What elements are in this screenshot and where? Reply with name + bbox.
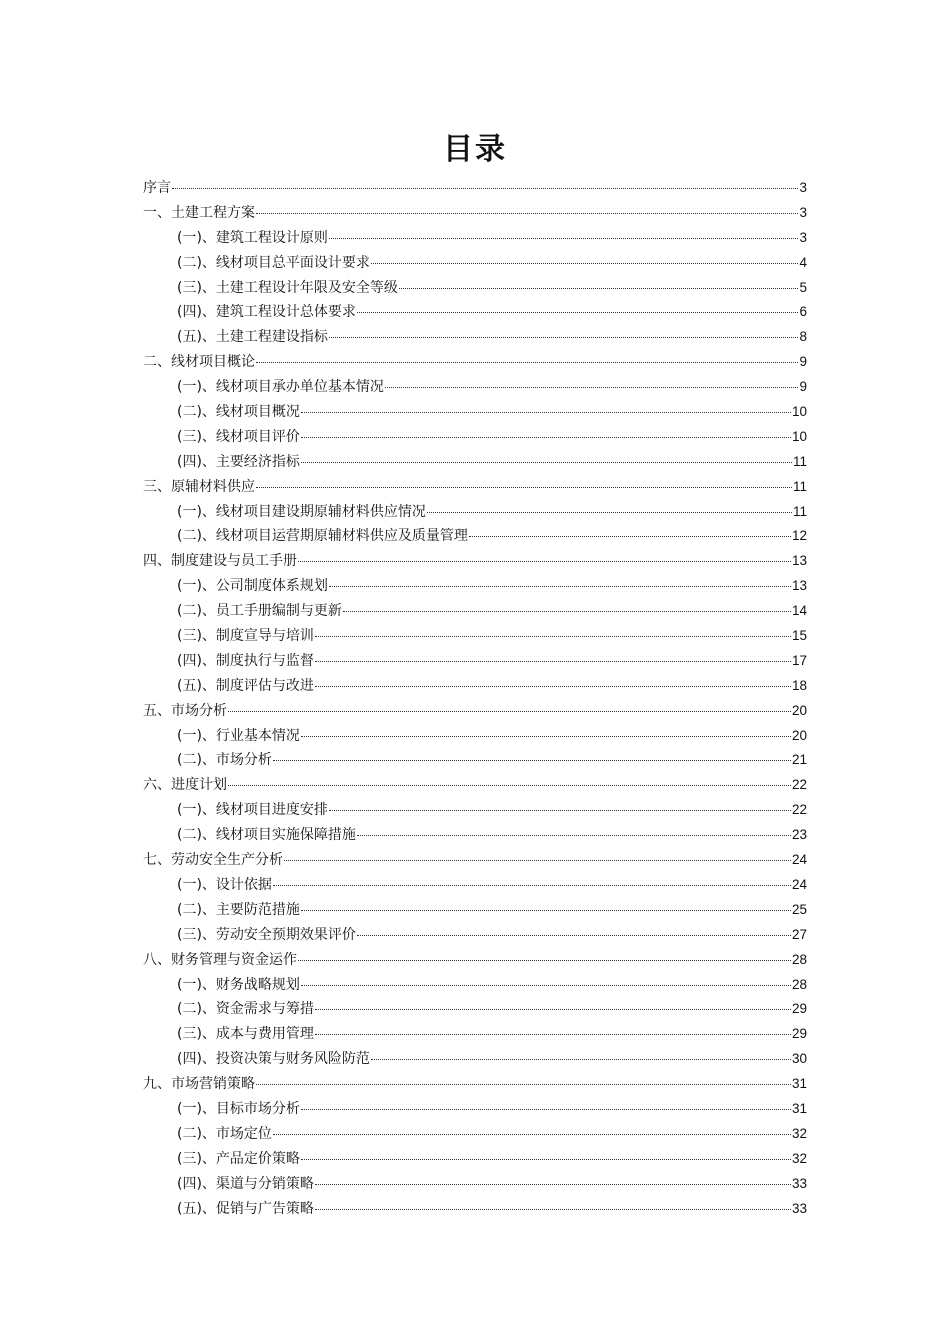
dot-leader xyxy=(357,835,791,836)
toc-page-number: 28 xyxy=(791,951,807,967)
toc-entry-text: (一)、设计依据 xyxy=(177,876,272,893)
toc-chapter-entry[interactable] xyxy=(143,201,807,226)
dot-leader xyxy=(315,686,791,687)
dot-leader xyxy=(284,860,791,861)
dot-leader xyxy=(315,661,791,662)
toc-section-entry[interactable] xyxy=(143,300,807,325)
toc-page-number: 29 xyxy=(791,1026,807,1042)
toc-section-entry[interactable] xyxy=(143,1172,807,1197)
dot-leader xyxy=(315,1184,791,1185)
toc-entry-text: (四)、主要经济指标 xyxy=(177,453,300,470)
toc-entry-text: (一)、行业基本情况 xyxy=(177,727,300,744)
toc-page-number: 11 xyxy=(792,453,807,469)
toc-page-number: 33 xyxy=(791,1175,807,1191)
toc-section-entry[interactable] xyxy=(143,251,807,276)
toc-page-number: 15 xyxy=(791,628,807,644)
dot-leader xyxy=(256,213,798,214)
toc-entry-text: (二)、市场定位 xyxy=(177,1125,272,1142)
dot-leader xyxy=(228,711,791,712)
toc-section-entry[interactable] xyxy=(143,276,807,301)
toc-section-entry[interactable] xyxy=(143,649,807,674)
toc-chapter-entry[interactable] xyxy=(143,848,807,873)
toc-page-number: 3 xyxy=(799,229,807,245)
toc-page-number: 29 xyxy=(791,1001,807,1017)
toc-page-number: 23 xyxy=(791,827,807,843)
toc-section-entry[interactable] xyxy=(143,724,807,749)
toc-entry-text: (三)、土建工程设计年限及安全等级 xyxy=(177,279,398,296)
toc-page-number: 30 xyxy=(791,1051,807,1067)
toc-entry-text: 九、市场营销策略 xyxy=(143,1076,255,1093)
toc-entry-text: 一、土建工程方案 xyxy=(143,204,255,221)
toc-section-entry[interactable] xyxy=(143,748,807,773)
toc-entry-text: (二)、市场分析 xyxy=(177,752,272,769)
dot-leader xyxy=(343,611,791,612)
toc-section-entry[interactable] xyxy=(143,997,807,1022)
dot-leader xyxy=(371,1059,791,1060)
toc-section-entry[interactable] xyxy=(143,624,807,649)
toc-section-entry[interactable] xyxy=(143,898,807,923)
toc-section-entry[interactable] xyxy=(143,1022,807,1047)
toc-section-entry[interactable] xyxy=(143,1197,807,1222)
toc-chapter-entry[interactable] xyxy=(143,350,807,375)
toc-page-number: 24 xyxy=(791,852,807,868)
toc-chapter-entry[interactable] xyxy=(143,773,807,798)
toc-page-number: 32 xyxy=(791,1150,807,1166)
toc-page-number: 8 xyxy=(799,329,807,345)
toc-page-number: 22 xyxy=(791,802,807,818)
toc-entry-text: (一)、目标市场分析 xyxy=(177,1100,300,1117)
dot-leader xyxy=(315,1034,791,1035)
toc-entry-text: 八、财务管理与资金运作 xyxy=(143,951,297,968)
toc-page-number: 3 xyxy=(799,204,807,220)
dot-leader xyxy=(329,810,791,811)
dot-leader xyxy=(371,263,799,264)
toc-page-number: 33 xyxy=(791,1200,807,1216)
dot-leader xyxy=(273,760,791,761)
toc-page-number: 31 xyxy=(791,1100,807,1116)
toc-page-number: 4 xyxy=(799,254,807,270)
toc-section-entry[interactable] xyxy=(143,500,807,525)
toc-page-number: 13 xyxy=(791,553,807,569)
toc-entry-text: (二)、线材项目总平面设计要求 xyxy=(177,254,370,271)
toc-section-entry[interactable] xyxy=(143,674,807,699)
toc-entry-text: (一)、线材项目进度安排 xyxy=(177,802,328,819)
dot-leader xyxy=(298,561,791,562)
toc-entry-text: (三)、产品定价策略 xyxy=(177,1150,300,1167)
toc-page-number: 9 xyxy=(799,379,807,395)
toc-entry-text: (五)、促销与广告策略 xyxy=(177,1200,314,1217)
toc-section-entry[interactable] xyxy=(143,1047,807,1072)
toc-section-entry[interactable] xyxy=(143,574,807,599)
toc-chapter-entry[interactable] xyxy=(143,475,807,500)
toc-section-entry[interactable] xyxy=(143,425,807,450)
toc-chapter-entry[interactable] xyxy=(143,699,807,724)
dot-leader xyxy=(256,1084,791,1085)
toc-entry-text: (四)、投资决策与财务风险防范 xyxy=(177,1051,370,1068)
toc-entry-text: (二)、主要防范措施 xyxy=(177,901,300,918)
toc-entry-text: (二)、线材项目实施保障措施 xyxy=(177,827,356,844)
dot-leader xyxy=(315,636,791,637)
toc-section-entry[interactable] xyxy=(143,823,807,848)
toc-page-number: 28 xyxy=(791,976,807,992)
toc-page-number: 18 xyxy=(791,677,807,693)
toc-section-entry[interactable] xyxy=(143,400,807,425)
toc-entry-text: 七、劳动安全生产分析 xyxy=(143,852,283,869)
dot-leader xyxy=(315,1209,791,1210)
toc-list xyxy=(143,176,807,1221)
toc-entry-text: (四)、渠道与分销策略 xyxy=(177,1175,314,1192)
dot-leader xyxy=(329,337,799,338)
toc-page-number: 32 xyxy=(791,1125,807,1141)
dot-leader xyxy=(301,985,791,986)
toc-page-number: 22 xyxy=(791,777,807,793)
toc-section-entry[interactable] xyxy=(143,1097,807,1122)
toc-page-number: 10 xyxy=(791,428,807,444)
toc-entry-text: (一)、公司制度体系规划 xyxy=(177,578,328,595)
dot-leader xyxy=(301,1109,791,1110)
toc-page-number: 20 xyxy=(791,727,807,743)
dot-leader xyxy=(357,312,799,313)
dot-leader xyxy=(273,1134,791,1135)
toc-section-entry[interactable] xyxy=(143,923,807,948)
toc-page-number: 11 xyxy=(792,503,807,519)
toc-page-number: 17 xyxy=(791,652,807,668)
toc-entry-text: (五)、制度评估与改进 xyxy=(177,677,314,694)
toc-page-number: 9 xyxy=(799,354,807,370)
dot-leader xyxy=(399,288,799,289)
dot-leader xyxy=(301,462,792,463)
toc-entry-text: (二)、员工手册编制与更新 xyxy=(177,603,342,620)
toc-page-number: 14 xyxy=(791,603,807,619)
dot-leader xyxy=(172,188,798,189)
dot-leader xyxy=(469,536,791,537)
toc-entry-text: 序言 xyxy=(143,180,171,196)
toc-chapter-entry[interactable] xyxy=(143,1072,807,1097)
toc-entry-text: (四)、建筑工程设计总体要求 xyxy=(177,304,356,321)
dot-leader xyxy=(256,362,798,363)
toc-entry-text: (一)、线材项目承办单位基本情况 xyxy=(177,379,384,396)
dot-leader xyxy=(301,736,791,737)
toc-page-number: 20 xyxy=(791,702,807,718)
toc-page-number: 11 xyxy=(792,478,807,494)
toc-entry-text: (一)、财务战略规划 xyxy=(177,976,300,993)
dot-leader xyxy=(256,487,792,488)
toc-entry-text: 三、原辅材料供应 xyxy=(143,478,255,495)
dot-leader xyxy=(301,412,791,413)
dot-leader xyxy=(329,586,791,587)
dot-leader xyxy=(385,387,799,388)
dot-leader xyxy=(273,885,791,886)
toc-section-entry[interactable] xyxy=(143,375,807,400)
toc-section-entry[interactable] xyxy=(143,599,807,624)
toc-section-entry[interactable] xyxy=(143,226,807,251)
toc-entry-text: (三)、线材项目评价 xyxy=(177,428,300,445)
dot-leader xyxy=(301,910,791,911)
toc-entry-text: (一)、建筑工程设计原则 xyxy=(177,229,328,246)
toc-page-number: 27 xyxy=(791,926,807,942)
dot-leader xyxy=(357,935,791,936)
toc-entry-text: 四、制度建设与员工手册 xyxy=(143,553,297,570)
toc-entry-text: (三)、成本与费用管理 xyxy=(177,1026,314,1043)
toc-page-number: 10 xyxy=(791,404,807,420)
toc-chapter-entry[interactable] xyxy=(143,549,807,574)
toc-entry-text: 五、市场分析 xyxy=(143,702,227,719)
toc-page-number: 31 xyxy=(791,1076,807,1092)
dot-leader xyxy=(298,960,791,961)
dot-leader xyxy=(228,785,791,786)
toc-section-entry[interactable] xyxy=(143,524,807,549)
toc-entry-text: (二)、线材项目运营期原辅材料供应及质量管理 xyxy=(177,528,468,545)
toc-page-number: 25 xyxy=(791,901,807,917)
toc-entry-text: (三)、制度宣导与培训 xyxy=(177,628,314,645)
toc-entry-text: (四)、制度执行与监督 xyxy=(177,652,314,669)
toc-entry-text: (五)、土建工程建设指标 xyxy=(177,329,328,346)
toc-entry-text: (二)、线材项目概况 xyxy=(177,404,300,421)
toc-entry-text: 二、线材项目概论 xyxy=(143,354,255,371)
toc-section-entry[interactable] xyxy=(143,1147,807,1172)
toc-entry-text: 六、进度计划 xyxy=(143,777,227,794)
toc-section-entry[interactable] xyxy=(143,798,807,823)
toc-entry-text: (二)、资金需求与筹措 xyxy=(177,1001,314,1018)
toc-section-entry[interactable] xyxy=(143,973,807,998)
toc-page-number: 24 xyxy=(791,876,807,892)
toc-title: 目录 xyxy=(443,132,507,167)
toc-page-number: 3 xyxy=(799,180,807,195)
dot-leader xyxy=(427,512,792,513)
toc-section-entry[interactable] xyxy=(143,450,807,475)
toc-section-entry[interactable] xyxy=(143,873,807,898)
toc-page-number: 5 xyxy=(799,279,807,295)
toc-section-entry[interactable] xyxy=(143,1122,807,1147)
toc-page-number: 13 xyxy=(791,578,807,594)
toc-page-number: 6 xyxy=(799,304,807,320)
dot-leader xyxy=(329,238,799,239)
dot-leader xyxy=(301,437,791,438)
dot-leader xyxy=(301,1159,791,1160)
toc-page-number: 12 xyxy=(791,528,807,544)
toc-chapter-entry[interactable] xyxy=(143,176,807,201)
toc-page-number: 21 xyxy=(791,752,807,768)
toc-chapter-entry[interactable] xyxy=(143,948,807,973)
toc-entry-text: (三)、劳动安全预期效果评价 xyxy=(177,926,356,943)
dot-leader xyxy=(315,1009,791,1010)
toc-entry-text: (一)、线材项目建设期原辅材料供应情况 xyxy=(177,503,426,520)
toc-section-entry[interactable] xyxy=(143,325,807,350)
